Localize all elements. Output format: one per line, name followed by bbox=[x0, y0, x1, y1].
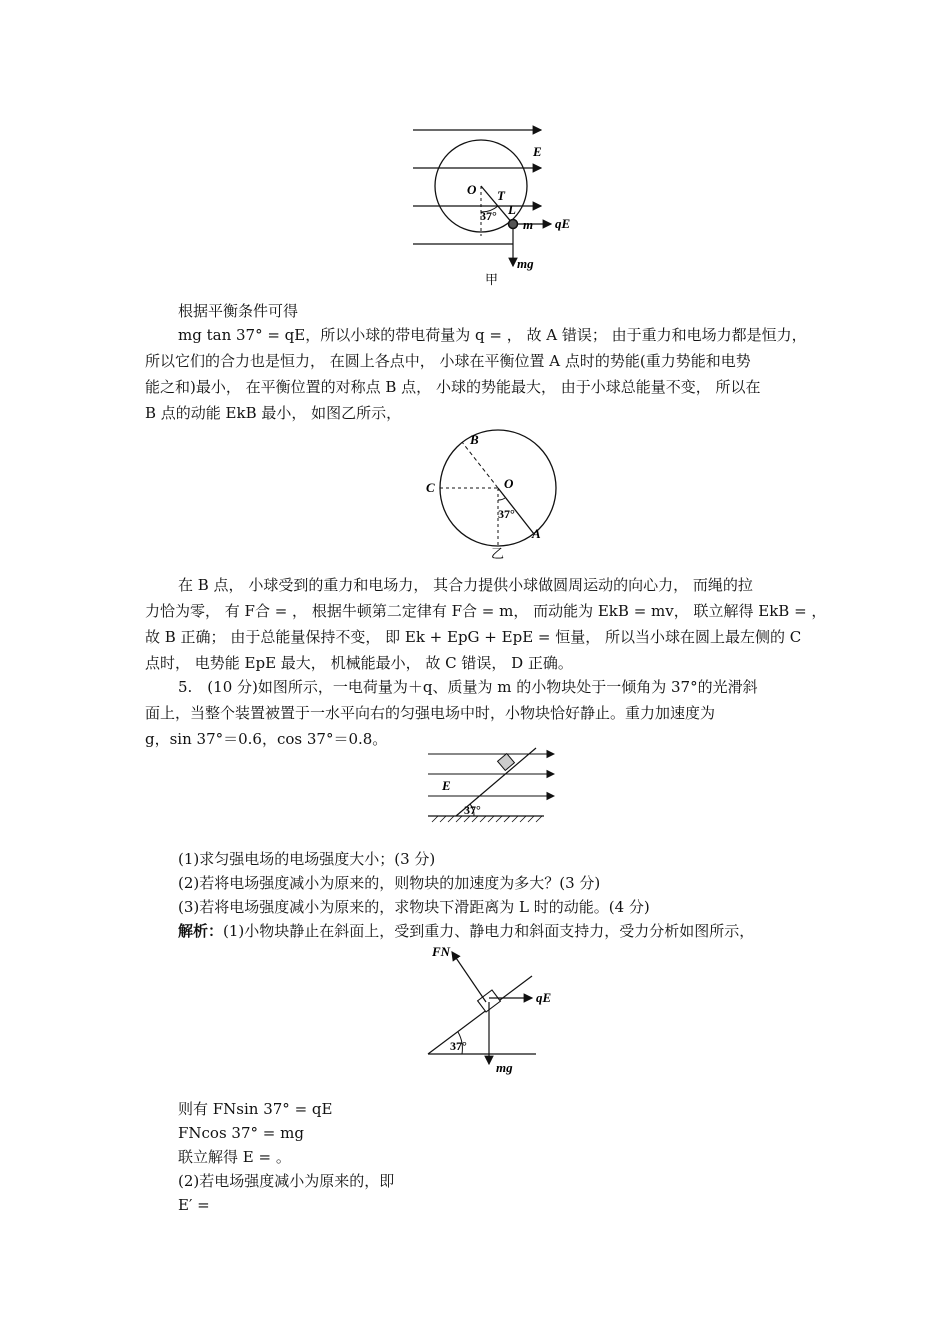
equation-5: E′ = bbox=[178, 1196, 210, 1214]
figure-yi bbox=[420, 424, 570, 564]
label-angle: 37° bbox=[480, 209, 497, 223]
subquestion-2: (2)若将电场强度减小为原来的，则物块的加速度为多大？(3 分) bbox=[178, 874, 601, 892]
label-qE: qE bbox=[555, 216, 571, 231]
para-2-line-2: 所以它们的合力也是恒力， 在圆上各点中， 小球在平衡位置 A 点时的势能(重力势能和电势 bbox=[145, 352, 751, 370]
equation-3: 联立解得 E = 。 bbox=[178, 1148, 291, 1166]
analysis-text: (1)小物块静止在斜面上，受到重力、静电力和斜面支持力，受力分析如图所示， bbox=[223, 922, 755, 940]
label-angle: 37° bbox=[498, 507, 515, 521]
para-3-line-3: 故 B 正确； 由于总能量保持不变， 即 Ek + EpG + EpE = 恒量， 所以当小球在圆上最左侧的 C bbox=[145, 628, 802, 646]
question-5-line-1: 5. (10 分)如图所示，一电荷量为＋q、质量为 m 的小物块处于一倾角为 37°的光滑斜 bbox=[178, 678, 758, 696]
figure-incline bbox=[422, 746, 562, 828]
para-3-line-4: 点时， 电势能 EpE 最大， 机械能最小， 故 C 错误， D 正确。 bbox=[145, 654, 573, 672]
label-T: T bbox=[497, 188, 505, 203]
caption-yi: 乙 bbox=[491, 547, 505, 562]
para-2-line-3: 能之和)最小， 在平衡位置的对称点 B 点， 小球的势能最大， 由于小球总能量不变， 所以在 bbox=[145, 378, 761, 396]
para-3-line-1: 在 B 点， 小球受到的重力和电场力， 其合力提供小球做圆周运动的向心力， 而绳的拉 bbox=[178, 576, 753, 594]
equation-1: 则有 FNsin 37° = qE bbox=[178, 1100, 333, 1118]
equation-4: (2)若电场强度减小为原来的，即 bbox=[178, 1172, 395, 1190]
label-angle: 37° bbox=[464, 803, 481, 817]
para-3-line-2: 力恰为零， 有 F合 = ， 根据牛顿第二定律有 F合 = m， 而动能为 EkB = mv， 联立解得 EkB = ， bbox=[145, 602, 827, 620]
label-m: m bbox=[523, 217, 534, 232]
figure-jia bbox=[405, 120, 585, 290]
label-qE: qE bbox=[536, 990, 552, 1005]
subquestion-1: (1)求匀强电场的电场强度大小；(3 分) bbox=[178, 850, 436, 868]
label-A: A bbox=[532, 526, 541, 541]
para-balance: 根据平衡条件可得 bbox=[178, 302, 299, 320]
label-E: E bbox=[442, 778, 451, 793]
label-mg: mg bbox=[496, 1060, 513, 1075]
label-O: O bbox=[504, 476, 514, 491]
analysis-line bbox=[178, 920, 754, 942]
label-C: C bbox=[426, 480, 435, 495]
label-L: L bbox=[508, 202, 516, 217]
figure-force bbox=[424, 940, 574, 1080]
question-5-line-2: 面上，当整个装置被置于一水平向右的匀强电场中时，小物块恰好静止。重力加速度为 bbox=[145, 704, 716, 722]
caption-jia: 甲 bbox=[485, 273, 499, 288]
label-E: E bbox=[533, 144, 542, 159]
analysis-label: 解析： bbox=[178, 922, 224, 940]
subquestion-3: (3)若将电场强度减小为原来的，求物块下滑距离为 L 时的动能。(4 分) bbox=[178, 898, 650, 916]
label-O: O bbox=[467, 182, 477, 197]
label-mg: mg bbox=[517, 256, 534, 271]
para-2-line-4: B 点的动能 EkB 最小， 如图乙所示， bbox=[145, 404, 402, 422]
para-2-line-1: mg tan 37° = qE，所以小球的带电荷量为 q = ， 故 A 错误； 由于重力和电场力都是恒力， bbox=[178, 326, 807, 344]
question-5-line-3: g，sin 37°＝0.6，cos 37°＝0.8。 bbox=[145, 730, 388, 748]
label-FN: FN bbox=[432, 944, 451, 959]
equation-2: FNcos 37° = mg bbox=[178, 1124, 304, 1142]
label-B: B bbox=[470, 432, 479, 447]
label-angle: 37° bbox=[450, 1039, 467, 1053]
